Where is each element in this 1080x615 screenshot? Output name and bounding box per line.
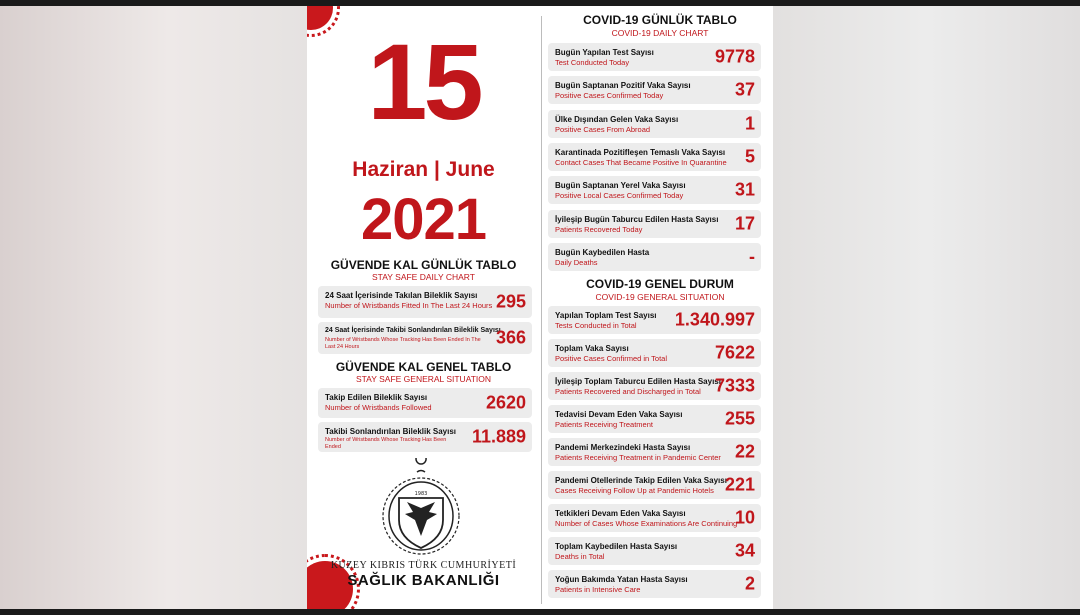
ministry-emblem-icon [373,458,469,562]
covid-general-row-5 [548,471,761,499]
covid-daily-row-2 [548,110,761,138]
row-sublabel: Positive Cases Confirmed in Total [555,354,667,363]
row-label: Takip Edilen Bileklik Sayısı [325,393,428,402]
svg-text:1983: 1983 [414,491,428,497]
row-value: 255 [724,408,755,429]
row-sublabel: Deaths in Total [555,552,605,561]
row-value: 34 [734,540,755,561]
row-label: Pandemi Merkezindeki Hasta Sayısı [555,443,691,452]
row-sublabel: Tests Conducted in Total [555,321,637,330]
row-value: 1.340.997 [674,309,755,330]
row-value: 5 [744,146,755,167]
infographic-card [307,6,773,609]
row-sublabel: Number of Wristbands Whose Tracking Has Been Ended In The Last 24 Hours [325,337,481,350]
row-value: 10 [734,507,755,528]
covid-general-row-8 [548,570,761,598]
row-label: Karantinada Pozitifleşen Temaslı Vaka Sayısı [555,147,726,157]
row-sublabel: Patients in Intensive Care [555,585,641,594]
row-value: 2620 [485,392,526,413]
row-value: 11.889 [471,426,526,447]
background-left [0,6,307,609]
row-label: Bugün Yapılan Test Sayısı [555,48,654,57]
covid-general-row-3 [548,405,761,433]
row-label: Bugün Kaybedilen Hasta [555,247,650,257]
bottom-border [0,609,1080,615]
covid-daily-subtitle: COVID-19 DAILY CHART [611,28,709,38]
covid-general-row-1 [548,339,761,367]
row-value: 295 [495,291,526,312]
stay-safe-daily-title: GÜVENDE KAL GÜNLÜK TABLO [330,258,517,272]
row-label: 24 Saat İçerisinde Takılan Bileklik Sayısı [325,291,478,300]
row-value: 366 [495,327,526,348]
row-sublabel: Test Conducted Today [555,58,630,67]
covid-general-row-0 [548,306,761,334]
covid-daily-row-0 [548,43,761,71]
row-sublabel: Positive Local Cases Confirmed Today [555,191,684,201]
date-month: Haziran | June [352,158,495,181]
row-value: 1 [744,113,755,134]
row-sublabel: Number of Wristbands Whose Tracking Has Been Ended [325,437,447,450]
background-right [773,6,1080,609]
row-sublabel: Patients Recovered and Discharged in Total [555,387,701,396]
covid-general-title: COVID-19 GENEL DURUM [586,277,734,291]
covid-general-row-4 [548,438,761,466]
stay-general-row-0 [318,388,532,418]
row-label: Tetkikleri Devam Eden Vaka Sayısı [555,509,686,518]
stay-safe-general-title: GÜVENDE KAL GENEL TABLO [335,360,512,374]
row-label: Yoğun Bakımda Yatan Hasta Sayısı [555,575,688,584]
row-label: Bugün Saptanan Pozitif Vaka Sayısı [555,81,691,91]
row-label: İyileşip Toplam Taburcu Edilen Hasta Sayısı [555,377,721,386]
covid-general-row-7 [548,537,761,565]
row-sublabel: Patients Recovered Today [555,224,643,234]
row-value: 7333 [714,375,755,396]
row-label: Toplam Vaka Sayısı [555,344,629,353]
row-sublabel: Patients Receiving Treatment [555,420,653,429]
row-sublabel: Positive Cases From Abroad [555,124,651,134]
stay-safe-daily-subtitle: STAY SAFE DAILY CHART [372,272,475,282]
covid-daily-row-6 [548,243,761,271]
column-divider [541,16,542,604]
covid-general-row-6 [548,504,761,532]
row-label: Pandemi Otellerinde Takip Edilen Vaka Sayısı [555,476,727,485]
row-sublabel: Patients Receiving Treatment in Pandemic Center [555,453,721,462]
row-value: 2 [744,573,755,594]
row-label: Tedavisi Devam Eden Vaka Sayısı [555,410,683,419]
row-sublabel: Number of Wristbands Followed [325,403,432,412]
ministry-name: SAĞLIK BAKANLIĞI [347,572,500,589]
covid-daily-row-5 [548,210,761,238]
row-label: Ülke Dışından Gelen Vaka Sayısı [555,114,679,124]
stay-safe-general-subtitle: STAY SAFE GENERAL SITUATION [355,374,492,384]
covid-general-subtitle: COVID-19 GENERAL SITUATION [595,292,725,302]
row-sublabel: Cases Receiving Follow Up at Pandemic Hotels [555,486,714,495]
row-label: Toplam Kaybedilen Hasta Sayısı [555,542,678,551]
row-label: Takibi Sonlandırılan Bileklik Sayısı [325,427,457,436]
stay-daily-row-1 [318,322,532,354]
row-value: - [749,246,755,267]
covid-daily-row-3 [548,143,761,171]
row-value: 17 [734,213,755,233]
date-day: 15 [367,21,480,142]
row-label: İyileşip Bugün Taburcu Edilen Hasta Sayısı [555,214,719,224]
row-sublabel: Positive Cases Confirmed Today [555,91,664,101]
row-label: 24 Saat İçerisinde Takibi Sonlandırılan Bileklik Sayısı [325,327,501,334]
row-value: 22 [734,441,755,462]
row-value: 37 [734,79,755,100]
row-label: Yapılan Toplam Test Sayısı [555,311,657,320]
row-value: 9778 [714,46,755,67]
covid-general-row-2 [548,372,761,400]
stay-general-row-1 [318,422,532,452]
stay-daily-row-0 [318,286,532,318]
covid-daily-row-1 [548,76,761,104]
row-value: 31 [734,179,755,200]
row-value: 7622 [714,342,755,363]
ministry-country: KUZEY KIBRIS TÜRK CUMHURİYETİ [330,560,517,571]
row-sublabel: Daily Deaths [555,257,598,267]
row-value: 221 [724,474,755,495]
row-label: Bugün Saptanan Yerel Vaka Sayısı [555,181,686,191]
date-year: 2021 [360,187,487,252]
covid-daily-row-4 [548,176,761,204]
covid-daily-title: COVID-19 GÜNLÜK TABLO [583,13,737,27]
row-sublabel: Contact Cases That Became Positive In Quarantine [555,157,727,167]
row-sublabel: Number of Cases Whose Examinations Are Continuing [555,519,738,528]
row-sublabel: Number of Wristbands Fitted In The Last 24 Hours [325,301,493,310]
